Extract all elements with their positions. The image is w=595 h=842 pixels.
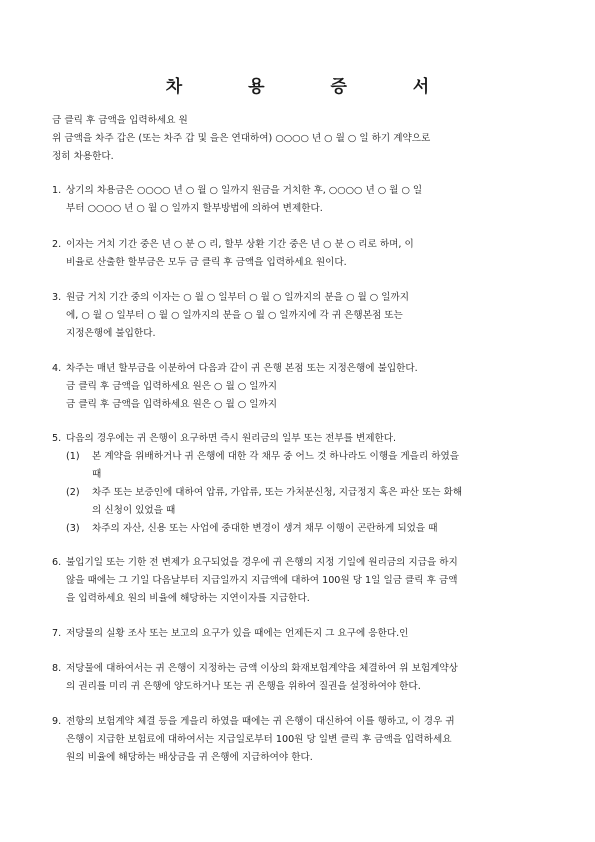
clause-number: 5. bbox=[52, 433, 62, 444]
clause-number: 4. bbox=[52, 363, 62, 374]
subitem bbox=[52, 522, 462, 535]
clause-text: 의 권리를 미리 귀 은행에 양도하거나 또는 귀 은행을 위하여 질권을 설정하여야 한다. bbox=[66, 681, 421, 692]
clause-number: 1. bbox=[52, 185, 62, 196]
clause-text: 부터 ○○○○ 년 ○ 월 ○ 일까지 할부방법에 의하여 변제한다. bbox=[66, 203, 323, 214]
clause-2 bbox=[52, 238, 414, 269]
clause-number: 2. bbox=[52, 239, 62, 250]
clause-text: 저당물에 대하여서는 귀 은행이 지정하는 금액 이상의 화재보험계약을 체결하여 위 보험계약상 bbox=[66, 663, 458, 674]
subitem bbox=[52, 450, 462, 481]
clause-6 bbox=[52, 556, 458, 605]
installment-line: 금 클릭 후 금액을 입력하세요 원은 ○ 월 ○ 일까지 bbox=[66, 399, 278, 410]
subitem-mark: (2) bbox=[66, 487, 80, 498]
clause-text: 다음의 경우에는 귀 은행이 요구하면 즉시 원리금의 일부 또는 전부를 변제한다. bbox=[66, 433, 397, 444]
subitem-mark: (3) bbox=[66, 523, 80, 534]
clause-9 bbox=[52, 715, 455, 764]
clause-text: 에, ○ 월 ○ 일부터 ○ 월 ○ 일까지의 분을 ○ 월 ○ 일까지에 각 귀 은행본점 또는 bbox=[66, 310, 403, 321]
clause-text: 차주는 매년 할부금을 이분하여 다음과 같이 귀 은행 본점 또는 지정은행에 불입한다. bbox=[66, 363, 418, 374]
subitem-text: 때 bbox=[92, 469, 102, 480]
clause-number: 3. bbox=[52, 292, 62, 303]
clause-text: 전항의 보험계약 체결 등을 게을리 하였을 때에는 귀 은행이 대신하여 이를 행하고, 이 경우 귀 bbox=[66, 716, 455, 727]
clause-text: 지정은행에 불입한다. bbox=[66, 328, 156, 339]
intro-line: 정히 차용한다. bbox=[52, 151, 114, 162]
clause-text: 을 입력하세요 원의 비율에 해당하는 지연이자를 지급한다. bbox=[66, 593, 310, 604]
clause-text: 상기의 차용금은 ○○○○ 년 ○ 월 ○ 일까지 원금을 거치한 후, ○○○○ 년 ○ 월 ○ 일 bbox=[66, 185, 423, 196]
clause-4 bbox=[52, 362, 418, 411]
clause-text: 원의 비율에 해당하는 배상금을 귀 은행에 지급하여야 한다. bbox=[66, 752, 313, 763]
clause-text: 않을 때에는 그 기일 다음날부터 지급일까지 지급액에 대하여 100원 당 1일 일금 클릭 후 금액 bbox=[66, 575, 458, 586]
clause-number: 9. bbox=[52, 716, 62, 727]
subitem bbox=[52, 486, 462, 517]
clause-7 bbox=[52, 627, 408, 640]
clause-5 bbox=[52, 432, 462, 535]
intro-line: 위 금액을 차주 갑은 (또는 차주 갑 및 을은 연대하여) ○○○○ 년 ○ 월 ○ 일 하기 계약으로 bbox=[52, 133, 431, 144]
subitem-text: 본 계약을 위배하거나 귀 은행에 대한 각 채무 중 어느 것 하나라도 이행을 게을리 하였을 bbox=[92, 451, 460, 462]
clause-3 bbox=[52, 291, 409, 340]
clause-number: 8. bbox=[52, 663, 62, 674]
clause-number: 6. bbox=[52, 557, 62, 568]
clause-text: 저당물의 실황 조사 또는 보고의 요구가 있을 때에는 언제든지 그 요구에 응한다.인 bbox=[66, 628, 409, 639]
amount-line: 금 클릭 후 금액을 입력하세요 원 bbox=[52, 115, 188, 126]
subitem-text: 의 신청이 있었을 때 bbox=[92, 505, 176, 516]
subitem-mark: (1) bbox=[66, 451, 80, 462]
clause-1 bbox=[52, 184, 422, 215]
clause-text: 불입기일 또는 기한 전 변제가 요구되었을 경우에 귀 은행의 지정 기일에 원리금의 지급을 하지 bbox=[66, 557, 458, 568]
clause-text: 이자는 거치 기간 중은 년 ○ 분 ○ 리, 할부 상환 기간 중은 년 ○ 분 ○ 리로 하며, 이 bbox=[66, 239, 414, 250]
subitem-text: 차주의 자산, 신용 또는 사업에 중대한 변경이 생겨 채무 이행이 곤란하게 되었을 때 bbox=[92, 523, 438, 534]
page-title: 차 용 증 서 bbox=[165, 77, 460, 97]
clause-text: 비율로 산출한 할부금은 모두 금 클릭 후 금액을 입력하세요 원이다. bbox=[66, 257, 347, 268]
subitem-text: 차주 또는 보증인에 대하여 압류, 가압류, 또는 가처분신청, 지급정지 혹은 파산 또는 화해 bbox=[92, 487, 463, 498]
clause-number: 7. bbox=[52, 628, 62, 639]
clause-8 bbox=[52, 662, 458, 693]
installment-line: 금 클릭 후 금액을 입력하세요 원은 ○ 월 ○ 일까지 bbox=[66, 381, 278, 392]
clause-text: 은행이 지급한 보험료에 대하여서는 지급일로부터 100원 당 일변 클릭 후 금액을 입력하세요 bbox=[66, 734, 452, 745]
clause-text: 원금 거치 기간 중의 이자는 ○ 월 ○ 일부터 ○ 월 ○ 일까지의 분을 ○ 월 ○ 일까지 bbox=[66, 292, 410, 303]
